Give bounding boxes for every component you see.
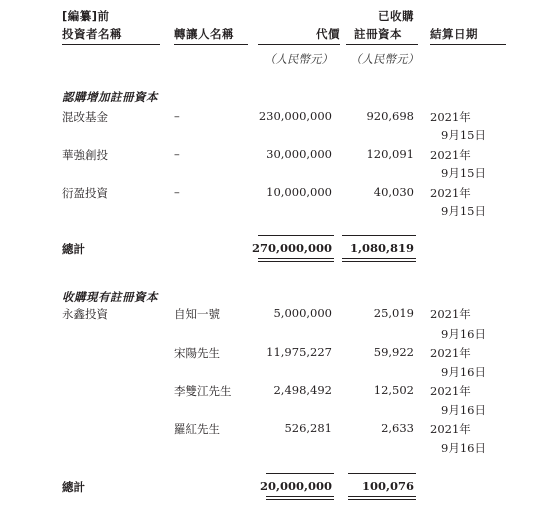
header-rule-transferor [174, 44, 248, 45]
total2-rule-bottom2-consideration [266, 499, 334, 500]
header-registered-line1: 已收購 [378, 9, 414, 23]
table-row-date-day: 9月15日 [441, 128, 486, 142]
table-row-registered: 59,922 [373, 345, 414, 359]
table-row-date-year: 2021年 [430, 384, 471, 398]
section1-total-consideration: 270,000,000 [251, 241, 332, 255]
section2-total-label: 總計 [62, 480, 85, 494]
header-investor: 投資者名稱 [62, 27, 122, 41]
header-rule-settlement [430, 44, 506, 45]
table-row-investor: 衍盈投資 [62, 186, 108, 200]
table-row-investor: 混改基金 [62, 110, 108, 124]
table-row-date-day: 9月15日 [441, 204, 486, 218]
table-row-date-day: 9月16日 [441, 365, 486, 379]
total1-rule-bottom2-consideration [258, 261, 334, 262]
table-row-date-year: 2021年 [430, 110, 471, 124]
total2-rule-bottom2-registered [348, 499, 416, 500]
table-row-transferor: 宋陽先生 [174, 346, 220, 360]
table-row-consideration: 526,281 [284, 421, 332, 435]
total2-rule-bottom-consideration [266, 496, 334, 497]
header-rule-registered [346, 44, 418, 45]
total1-rule-bottom2-registered [342, 261, 416, 262]
table-row-investor: 華強創投 [62, 148, 108, 162]
table-row-date-year: 2021年 [430, 346, 471, 360]
total2-rule-top-registered [348, 473, 416, 474]
table-row-date-year: 2021年 [430, 422, 471, 436]
table-row-consideration: 11,975,227 [266, 345, 332, 359]
table-row-transferor: – [174, 109, 180, 123]
table-row-consideration: 5,000,000 [273, 306, 332, 320]
table-row-date-day: 9月16日 [441, 441, 486, 455]
table-row-transferor: 李雙江先生 [174, 384, 232, 398]
total1-rule-top-registered [342, 235, 416, 236]
table-row-transferor: 羅紅先生 [174, 422, 220, 436]
table-row-registered: 2,633 [381, 421, 414, 435]
header-rule-investor [62, 44, 160, 45]
total1-rule-bottom-consideration [258, 258, 334, 259]
table-row-consideration: 230,000,000 [258, 109, 332, 123]
unit-registered: （人民幣元） [350, 52, 419, 66]
table-row-transferor: – [174, 147, 180, 161]
header-rule-consideration [258, 44, 340, 45]
table-row-transferor: 自知一號 [174, 307, 220, 321]
header-settlement-date: 結算日期 [430, 27, 478, 41]
header-registered-line2: 註冊資本 [354, 27, 402, 41]
table-row-date-day: 9月16日 [441, 403, 486, 417]
section1-title: 認購增加註冊資本 [62, 90, 158, 104]
header-transferor: 轉讓人名稱 [174, 27, 234, 41]
table-row-registered: 12,502 [373, 383, 414, 397]
total2-rule-bottom-registered [348, 496, 416, 497]
table-row-registered: 25,019 [373, 306, 414, 320]
table-row-registered: 120,091 [366, 147, 414, 161]
table-row-investor: 永鑫投資 [62, 307, 108, 321]
table-row-date-day: 9月15日 [441, 166, 486, 180]
section2-total-consideration: 20,000,000 [259, 479, 332, 493]
total2-rule-top-consideration [266, 473, 334, 474]
table-row-consideration: 10,000,000 [266, 185, 332, 199]
section2-total-registered: 100,076 [361, 479, 414, 493]
table-row-date-day: 9月16日 [441, 327, 486, 341]
table-row-consideration: 2,498,492 [273, 383, 332, 397]
table-row-consideration: 30,000,000 [266, 147, 332, 161]
table-row-transferor: – [174, 185, 180, 199]
table-row-registered: 40,030 [373, 185, 414, 199]
unit-consideration: （人民幣元） [264, 52, 333, 66]
section1-total-label: 總計 [62, 242, 85, 256]
table-row-registered: 920,698 [366, 109, 414, 123]
table-row-date-year: 2021年 [430, 148, 471, 162]
section2-title: 收購現有註冊資本 [62, 290, 158, 304]
table-row-date-year: 2021年 [430, 307, 471, 321]
section1-total-registered: 1,080,819 [349, 241, 414, 255]
total1-rule-bottom-registered [342, 258, 416, 259]
header-note: [編纂]前 [62, 9, 110, 23]
header-consideration: 代價 [316, 27, 340, 41]
total1-rule-top-consideration [258, 235, 334, 236]
table-row-date-year: 2021年 [430, 186, 471, 200]
